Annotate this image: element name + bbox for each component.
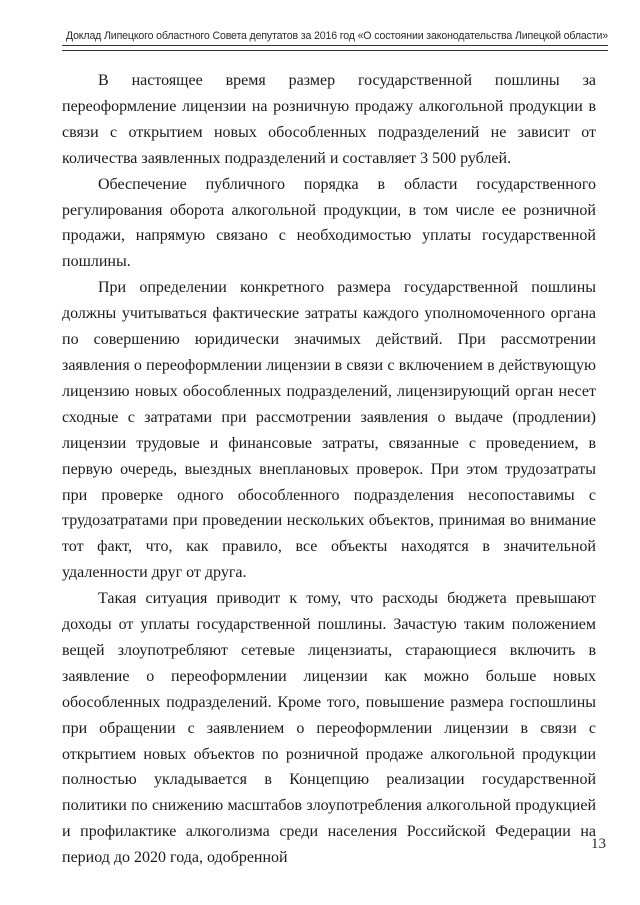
document-body bbox=[62, 68, 596, 871]
paragraph-4: Такая ситуация приводит к тому, что расходы бюджета превышают доходы от уплаты государственной пошлины. Зачастую таким положением вещей злоупотребляют сетевые лицензиаты, старающиеся включить в заявление о переоформлении лицензии как можно больше новых обособленных подразделений. Кроме того, повышение размера госпошлины при обращении с заявлением о переоформлении лицензии в связи с открытием новых объектов по розничной продаже алкогольной продукции полностью укладывается в Концепцию реализации государственной политики по снижению масштабов злоупотребления алкогольной продукцией и профилактике алкоголизма среди населения Российской Федерации на период до 2020 года, одобренной bbox=[62, 590, 596, 867]
paragraph-3: При определении конкретного размера государственной пошлины должны учитываться фактические затраты каждого уполномоченного органа по совершению юридически значимых действий. При рассмотрении заявления о переоформлении лицензии в связи с включением в действующую лицензию новых обособленных подразделений, лицензирующий орган несет сходные с затратами при рассмотрении заявления о выдаче (продлении) лицензии трудовые и финансовые затраты, связанные с проведением, в первую очередь, выездных внеплановых проверок. При этом трудозатраты при проверке одного обособленного подразделения несопоставимы с трудозатратами при проведении нескольких объектов, принимая во внимание тот факт, что, как правило, все объекты находятся в значительной удаленности друг от друга. bbox=[62, 279, 596, 582]
header-double-rule bbox=[62, 45, 608, 51]
paragraph-2: Обеспечение публичного порядка в области государственного регулирования оборота алкогольной продукции, в том числе ее розничной продажи, напрямую связано с необходимостью уплаты государственной пошлины. bbox=[62, 175, 596, 271]
page-number: 13 bbox=[591, 836, 606, 852]
paragraph-1: В настоящее время размер государственной пошлины за переоформление лицензии на розничную продажу алкогольной продукции в связи с открытием новых обособленных подразделений не зависит от количества заявленных подразделений и составляет 3 500 рублей. bbox=[62, 72, 596, 167]
page-header: Доклад Липецкого областного Совета депутатов за 2016 год «О состоянии законодательства Липецкой области» bbox=[65, 30, 608, 42]
